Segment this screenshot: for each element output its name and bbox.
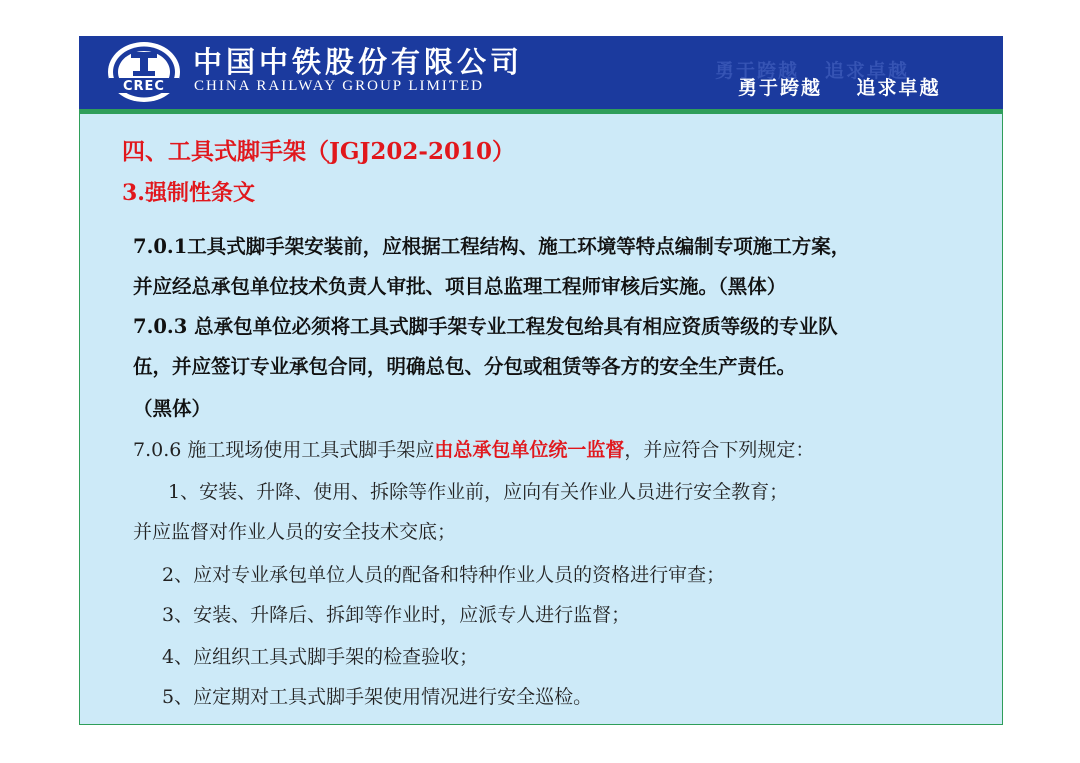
clause-703-line2: 伍，并应签订专业承包合同，明确总包、分包或租赁等各方的安全生产责任。 <box>133 355 797 378</box>
clause-703-line1: 7.0.3 总承包单位必须将工具式脚手架专业工程发包给具有相应资质等级的专业队 <box>133 315 838 338</box>
logo-text: CREC <box>123 79 165 94</box>
item-1-line2: 并应监督对作业人员的安全技术交底； <box>133 521 457 543</box>
crec-logo <box>106 40 182 104</box>
slogan-watermark: 勇于跨越 追求卓越 <box>715 60 909 82</box>
header-banner <box>79 36 1003 109</box>
item-2: 2、应对专业承包单位人员的配备和特种作业人员的资格进行审查； <box>162 564 726 586</box>
sub-heading: 3.强制性条文 <box>122 180 255 206</box>
item-4: 4、应组织工具式脚手架的检查验收； <box>162 646 479 668</box>
company-name-en: CHINA RAILWAY GROUP LIMITED <box>194 78 484 94</box>
clause-701-line2: 并应经总承包单位技术负责人审批、项目总监理工程师审核后实施。（黑体） <box>133 275 787 298</box>
clause-701-line1: 7.0.1工具式脚手架安装前，应根据工程结构、施工环境等特点编制专项施工方案， <box>133 235 851 258</box>
clause-706-emphasis: 由总承包单位统一监督 <box>434 439 625 461</box>
clause-706 <box>133 435 814 462</box>
slogan: 勇于跨越 追求卓越 <box>738 77 941 99</box>
item-5: 5、应定期对工具式脚手架使用情况进行安全巡检。 <box>162 686 593 708</box>
section-heading: 四、工具式脚手架（JGJ202-2010） <box>122 138 515 165</box>
clause-706-prefix: 7.0.6 施工现场使用工具式脚手架应 <box>133 439 435 461</box>
slide <box>79 36 1003 726</box>
clause-703-line3: （黑体） <box>133 397 212 420</box>
company-name-cn: 中国中铁股份有限公司 <box>193 45 524 79</box>
item-3: 3、安装、升降后、拆卸等作业时，应派专人进行监督； <box>162 604 631 626</box>
item-1-line1: 1、安装、升降、使用、拆除等作业前，应向有关作业人员进行安全教育； <box>168 481 789 503</box>
content-panel <box>79 114 1003 725</box>
clause-706-suffix: ，并应符合下列规定： <box>624 439 815 461</box>
